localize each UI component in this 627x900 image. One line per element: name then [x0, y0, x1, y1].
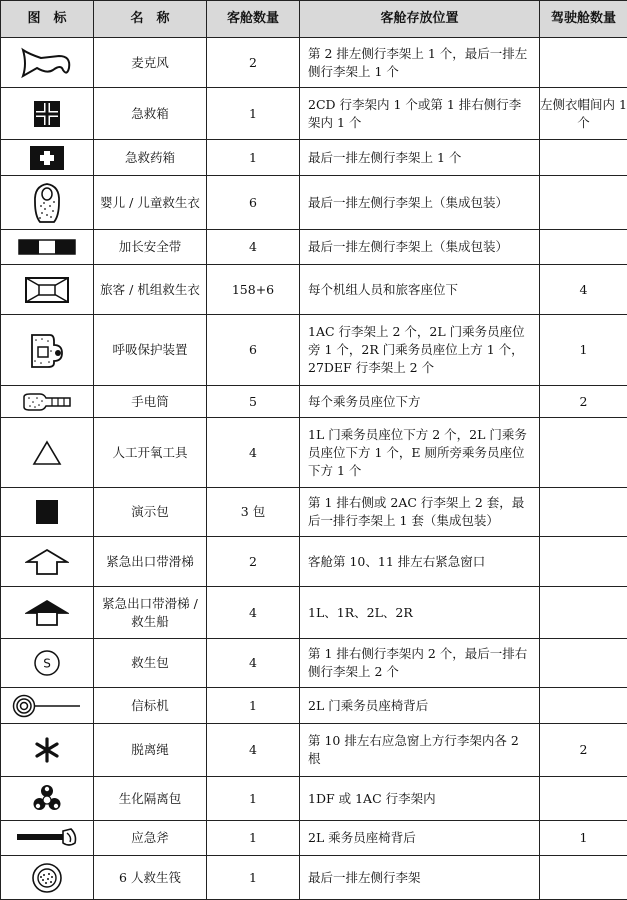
- cabin-count: 4: [207, 587, 300, 639]
- cockpit-count: [540, 176, 627, 230]
- item-name: 紧急出口带滑梯 / 救生船: [94, 587, 207, 639]
- header-cabin-count: 客舱数量: [207, 1, 300, 38]
- table-row: [1, 639, 627, 688]
- cockpit-count: [540, 38, 627, 88]
- cabin-location: 1DF 或 1AC 行李架内: [300, 777, 540, 821]
- item-name: 旅客 / 机组救生衣: [94, 265, 207, 315]
- item-name: 应急斧: [94, 821, 207, 856]
- cabin-location: 2CD 行李架内 1 个或第 1 排右侧行李架内 1 个: [300, 88, 540, 140]
- table-row: [1, 856, 627, 900]
- biohazard-kit-icon: [30, 782, 64, 816]
- table-row: [1, 488, 627, 537]
- item-name: 呼吸保护装置: [94, 315, 207, 386]
- cabin-location: 最后一排左侧行李架: [300, 856, 540, 900]
- table-row: [1, 724, 627, 777]
- escape-rope-icon: [32, 735, 62, 765]
- life-vest-icon: [25, 277, 69, 303]
- oxygen-tool-icon: [32, 440, 62, 466]
- cabin-location: 最后一排左侧行李架上（集成包装）: [300, 230, 540, 265]
- crash-axe-icon: [15, 827, 79, 849]
- cabin-location: 每个机组人员和旅客座位下: [300, 265, 540, 315]
- cabin-count: 1: [207, 140, 300, 176]
- table-row: [1, 821, 627, 856]
- item-name: 生化隔离包: [94, 777, 207, 821]
- table-row: [1, 688, 627, 724]
- cabin-location: 客舱第 10、11 排左右紧急窗口: [300, 537, 540, 587]
- cabin-location: 最后一排左侧行李架上（集成包装）: [300, 176, 540, 230]
- table-row: [1, 176, 627, 230]
- table-row: [1, 418, 627, 488]
- life-raft-icon: [31, 862, 63, 894]
- medical-kit-icon: [30, 146, 64, 170]
- table-row: [1, 386, 627, 418]
- cockpit-count: [540, 777, 627, 821]
- cabin-location: 最后一排左侧行李架上 1 个: [300, 140, 540, 176]
- svg-text:S: S: [43, 656, 51, 671]
- cockpit-count: 2: [540, 386, 627, 418]
- cabin-location: 2L 乘务员座椅背后: [300, 821, 540, 856]
- header-name: 名 称: [94, 1, 207, 38]
- item-name: 加长安全带: [94, 230, 207, 265]
- table-row: [1, 315, 627, 386]
- cockpit-count: 1: [540, 821, 627, 856]
- cabin-location: 1AC 行李架上 2 个，2L 门乘务员座位旁 1 个，2R 门乘务员座位上方 1 个，27DEF 行李架上 2 个: [300, 315, 540, 386]
- cabin-location: 第 1 排右侧或 2AC 行李架上 2 套，最后一排行李架上 1 套（集成包装）: [300, 488, 540, 537]
- slide-raft-icon: [25, 599, 69, 627]
- cockpit-count: [540, 587, 627, 639]
- microphone-icon: [19, 46, 75, 80]
- cabin-count: 1: [207, 88, 300, 140]
- item-name: 人工开氧工具: [94, 418, 207, 488]
- table-row: [1, 587, 627, 639]
- item-name: 紧急出口带滑梯: [94, 537, 207, 587]
- item-name: 救生包: [94, 639, 207, 688]
- cabin-count: 1: [207, 688, 300, 724]
- cabin-count: 6: [207, 315, 300, 386]
- cabin-location: 第 10 排左右应急窗上方行李架内各 2 根: [300, 724, 540, 777]
- item-name: 信标机: [94, 688, 207, 724]
- infant-life-vest-icon: [32, 182, 62, 224]
- cockpit-count: [540, 488, 627, 537]
- table-row: [1, 537, 627, 587]
- first-aid-kit-icon: [33, 100, 61, 128]
- cabin-count: 158+6: [207, 265, 300, 315]
- table-row: [1, 230, 627, 265]
- cockpit-count: 2: [540, 724, 627, 777]
- cockpit-count: [540, 856, 627, 900]
- cabin-count: 4: [207, 639, 300, 688]
- cockpit-count: [540, 418, 627, 488]
- cabin-count: 1: [207, 821, 300, 856]
- header-cockpit-count: 驾驶舱数量: [540, 1, 627, 38]
- table-row: [1, 777, 627, 821]
- cockpit-count: [540, 140, 627, 176]
- cockpit-count: 1: [540, 315, 627, 386]
- table-row: [1, 140, 627, 176]
- survival-kit-icon: [33, 649, 61, 677]
- extension-seat-belt-icon: [18, 239, 76, 255]
- cabin-count: 2: [207, 537, 300, 587]
- exit-slide-icon: [25, 548, 69, 576]
- cabin-location: 每个乘务员座位下方: [300, 386, 540, 418]
- table-row: [1, 38, 627, 88]
- cockpit-count: [540, 230, 627, 265]
- cockpit-count: [540, 537, 627, 587]
- cabin-location: 2L 门乘务员座椅背后: [300, 688, 540, 724]
- cockpit-count: 4: [540, 265, 627, 315]
- cockpit-count: 左侧衣帽间内 1 个: [540, 88, 627, 140]
- header-icon: 图 标: [1, 1, 94, 38]
- cabin-location: 第 2 排左侧行李架上 1 个，最后一排左侧行李架上 1 个: [300, 38, 540, 88]
- cabin-count: 4: [207, 418, 300, 488]
- cabin-count: 6: [207, 176, 300, 230]
- cabin-count: 4: [207, 230, 300, 265]
- cockpit-count: [540, 688, 627, 724]
- cabin-location: 第 1 排右侧行李架内 2 个，最后一排右侧行李架上 2 个: [300, 639, 540, 688]
- cabin-count: 2: [207, 38, 300, 88]
- cabin-count: 4: [207, 724, 300, 777]
- cabin-count: 3 包: [207, 488, 300, 537]
- protective-breathing-icon: [28, 331, 66, 369]
- cabin-count: 1: [207, 856, 300, 900]
- header-cabin-location: 客舱存放位置: [300, 1, 540, 38]
- table-row: [1, 265, 627, 315]
- cabin-location: 1L 门乘务员座位下方 2 个，2L 门乘务员座位下方 1 个，E 厕所旁乘务员座位下方 1 个: [300, 418, 540, 488]
- cabin-location: 1L、1R、2L、2R: [300, 587, 540, 639]
- item-name: 急救药箱: [94, 140, 207, 176]
- item-name: 演示包: [94, 488, 207, 537]
- item-name: 急救箱: [94, 88, 207, 140]
- item-name: 手电筒: [94, 386, 207, 418]
- flashlight-icon: [22, 393, 72, 411]
- demo-kit-icon: [36, 500, 58, 524]
- item-name: 婴儿 / 儿童救生衣: [94, 176, 207, 230]
- item-name: 脱离绳: [94, 724, 207, 777]
- cockpit-count: [540, 639, 627, 688]
- item-name: 麦克风: [94, 38, 207, 88]
- table-row: [1, 88, 627, 140]
- cabin-count: 5: [207, 386, 300, 418]
- beacon-icon: [12, 694, 82, 718]
- cabin-count: 1: [207, 777, 300, 821]
- item-name: 6 人救生筏: [94, 856, 207, 900]
- header-row: [1, 1, 627, 38]
